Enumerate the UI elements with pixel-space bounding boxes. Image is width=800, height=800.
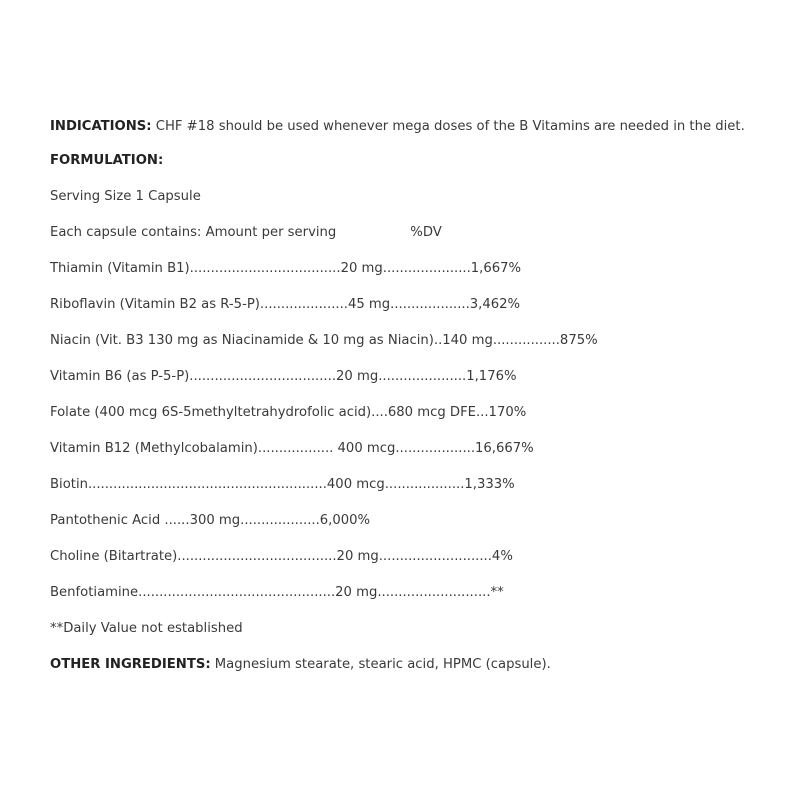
indications-line — [50, 117, 790, 137]
capsule-contents-text: Each capsule contains: Amount per serving — [50, 225, 337, 240]
ingredient-vitamin-b12: Vitamin B12 (Methylcobalamin).................. 400 mcg...................16,667% — [50, 441, 534, 456]
serving-size: Serving Size 1 Capsule — [50, 189, 201, 204]
ingredient-choline: Choline (Bitartrate)......................................20 mg...........................4% — [50, 549, 513, 564]
ingredient-riboflavin: Riboflavin (Vitamin B2 as R-5-P).....................45 mg...................3,462% — [50, 297, 521, 312]
ingredient-benfotiamine: Benfotiamine...............................................20 mg...........................** — [50, 585, 504, 600]
supplement-facts-document — [50, 117, 790, 675]
indications-text: CHF #18 should be used whenever mega doses of the B Vitamins are needed in the diet. — [151, 119, 745, 134]
formulation-heading — [50, 151, 790, 171]
capsule-contents-header — [50, 223, 790, 243]
ingredient-folate: Folate (400 mcg 6S-5methyltetrahydrofolic acid)....680 mcg DFE...170% — [50, 405, 527, 420]
ingredient-niacin: Niacin (Vit. B3 130 mg as Niacinamide & 10 mg as Niacin)..140 mg................875% — [50, 333, 598, 348]
dv-column-header: %DV — [410, 225, 442, 240]
other-ingredients-label: OTHER INGREDIENTS: — [50, 657, 211, 672]
indications-label: INDICATIONS: — [50, 119, 152, 134]
other-ingredients-line — [50, 655, 790, 675]
ingredient-vitamin-b6: Vitamin B6 (as P-5-P)...................................20 mg.....................1,176% — [50, 369, 517, 384]
daily-value-footnote: **Daily Value not established — [50, 621, 243, 636]
ingredient-thiamin: Thiamin (Vitamin B1)....................................20 mg.....................1,667% — [50, 261, 522, 276]
other-ingredients-text: Magnesium stearate, stearic acid, HPMC (capsule). — [210, 657, 551, 672]
formulation-label: FORMULATION: — [50, 153, 164, 168]
ingredient-biotin: Biotin.........................................................400 mcg...................1,333% — [50, 477, 515, 492]
ingredient-pantothenic-acid: Pantothenic Acid ......300 mg...................6,000% — [50, 513, 371, 528]
